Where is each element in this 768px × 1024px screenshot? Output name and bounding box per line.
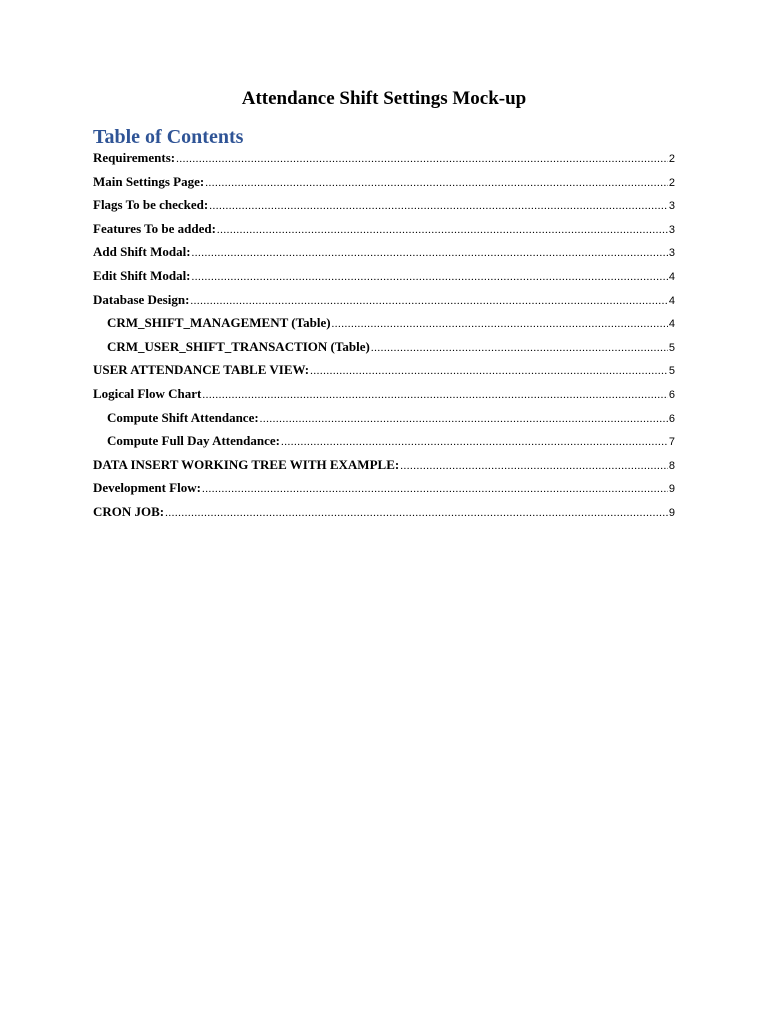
toc-page-number: 6	[668, 388, 675, 401]
toc-page-number: 7	[668, 436, 675, 449]
toc-entry-main-settings-page[interactable]	[93, 172, 675, 196]
toc-entry-title: Main Settings Page:	[93, 173, 205, 189]
toc-dot-leader	[371, 338, 668, 358]
toc-dot-leader	[310, 361, 668, 381]
toc-entry-title: CRON JOB:	[93, 503, 165, 519]
toc-entry-edit-shift-modal[interactable]	[93, 266, 675, 290]
toc-page-number: 3	[668, 223, 675, 236]
toc-dot-leader	[192, 243, 668, 263]
toc-page-number: 9	[668, 483, 675, 496]
toc-entry-data-insert-working-tree[interactable]	[93, 455, 675, 479]
toc-entry-compute-shift-attendance[interactable]	[93, 408, 675, 432]
toc-entry-flags-to-be-checked[interactable]	[93, 195, 675, 219]
toc-entry-title: Compute Shift Attendance:	[107, 409, 259, 425]
toc-entry-features-to-be-added[interactable]	[93, 219, 675, 243]
toc-dot-leader	[260, 409, 668, 429]
toc-page-number: 2	[668, 176, 675, 189]
toc-page-number: 9	[668, 506, 675, 519]
toc-dot-leader	[209, 196, 668, 216]
toc-entry-title: Flags To be checked:	[93, 197, 209, 213]
toc-page-number: 5	[668, 341, 675, 354]
toc-entry-title: USER ATTENDANCE TABLE VIEW:	[93, 362, 310, 378]
toc-page-number: 3	[668, 200, 675, 213]
toc-page-number: 4	[668, 318, 675, 331]
toc-entry-title: Development Flow:	[93, 480, 201, 496]
toc-dot-leader	[217, 220, 668, 240]
toc-entry-title: Requirements:	[93, 150, 176, 165]
toc-entry-crm-user-shift-transaction[interactable]	[93, 337, 675, 361]
toc-entry-title: CRM_SHIFT_MANAGEMENT (Table)	[107, 315, 331, 331]
toc-entry-title: CRM_USER_SHIFT_TRANSACTION (Table)	[107, 338, 370, 354]
toc-entry-requirements[interactable]	[93, 148, 675, 172]
toc-entry-crm-shift-management[interactable]	[93, 313, 675, 337]
toc-dot-leader	[202, 479, 668, 499]
toc-dot-leader	[202, 385, 668, 405]
toc-entry-user-attendance-table-view[interactable]	[93, 360, 675, 384]
toc-dot-leader	[400, 456, 668, 476]
toc-entry-compute-full-day-attendance[interactable]	[93, 431, 675, 455]
toc-dot-leader	[332, 314, 668, 334]
toc-heading: Table of Contents	[93, 126, 244, 148]
toc-dot-leader	[281, 432, 668, 452]
toc-page-number: 5	[668, 365, 675, 378]
toc-entry-logical-flow-chart[interactable]	[93, 384, 675, 408]
toc-page-number: 6	[668, 412, 675, 425]
toc-page-number: 2	[668, 153, 675, 165]
toc-page-number: 4	[668, 270, 675, 283]
toc-entry-development-flow[interactable]	[93, 478, 675, 502]
toc-entry-add-shift-modal[interactable]	[93, 242, 675, 266]
toc-dot-leader	[205, 173, 668, 193]
table-of-contents	[93, 148, 675, 526]
toc-page-number: 3	[668, 247, 675, 260]
toc-dot-leader	[176, 149, 668, 169]
toc-entry-title: Edit Shift Modal:	[93, 267, 191, 283]
toc-entry-title: Logical Flow Chart	[93, 385, 202, 401]
toc-entry-title: Features To be added:	[93, 220, 216, 236]
toc-dot-leader	[165, 503, 668, 523]
toc-entry-title: Compute Full Day Attendance:	[107, 433, 280, 449]
document-title: Attendance Shift Settings Mock-up	[241, 88, 527, 109]
toc-entry-cron-job[interactable]	[93, 502, 675, 526]
toc-dot-leader	[190, 291, 667, 311]
toc-page-number: 8	[668, 459, 675, 472]
toc-entry-title: Add Shift Modal:	[93, 244, 191, 260]
toc-entry-title: Database Design:	[93, 291, 190, 307]
toc-entry-database-design[interactable]	[93, 290, 675, 314]
toc-dot-leader	[192, 267, 668, 287]
toc-page-number: 4	[668, 294, 675, 307]
toc-entry-title: DATA INSERT WORKING TREE WITH EXAMPLE:	[93, 456, 400, 472]
